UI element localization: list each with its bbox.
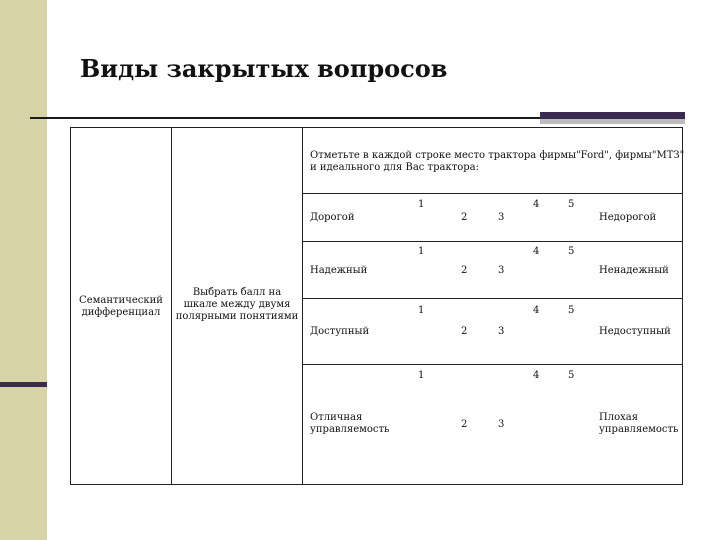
row-divider — [302, 364, 682, 365]
row-left-label: Дорогой — [310, 212, 355, 223]
scale-number-4: 4 — [533, 246, 540, 257]
row-right-label: Ненадежный — [599, 265, 669, 276]
instruction-text: Отметьте в каждой строке место трактора фирмы"Ford", фирмы"МТЗ" и идеального для Вас трактора: — [310, 150, 685, 173]
scale-number-2: 2 — [461, 326, 468, 337]
scale-number-1: 1 — [418, 370, 425, 381]
scale-number-3: 3 — [498, 419, 505, 430]
row-divider — [302, 241, 682, 242]
title-underline-accent-dark — [540, 112, 685, 119]
scale-number-5: 5 — [568, 305, 575, 316]
scale-number-1: 1 — [418, 199, 425, 210]
slide-title: Виды закрытых вопросов — [80, 54, 448, 83]
scale-number-4: 4 — [533, 199, 540, 210]
scale-number-4: 4 — [533, 305, 540, 316]
row-divider — [302, 298, 682, 299]
row-right-label: Недоступный — [599, 326, 671, 337]
question-type-label: Семантический дифференциал — [79, 295, 163, 318]
scale-number-5: 5 — [568, 199, 575, 210]
closed-questions-table — [70, 127, 683, 485]
scale-number-4: 4 — [533, 370, 540, 381]
row-left-label: Отличная управляемость — [310, 412, 390, 435]
scale-number-5: 5 — [568, 370, 575, 381]
scale-number-2: 2 — [461, 212, 468, 223]
scale-number-1: 1 — [418, 246, 425, 257]
row-left-label: Доступный — [310, 326, 370, 337]
scale-number-3: 3 — [498, 212, 505, 223]
row-right-label: Плохая управляемость — [599, 412, 679, 435]
scale-number-5: 5 — [568, 246, 575, 257]
title-underline-accent-grey — [540, 119, 685, 124]
scale-number-2: 2 — [461, 265, 468, 276]
scale-number-1: 1 — [418, 305, 425, 316]
column-divider — [302, 128, 303, 484]
question-type-description: Выбрать балл на шкале между двумя полярными понятиями — [175, 287, 299, 322]
scale-number-3: 3 — [498, 326, 505, 337]
side-decoration-bar — [0, 0, 47, 540]
row-left-label: Надежный — [310, 265, 368, 276]
scale-number-2: 2 — [461, 419, 468, 430]
scale-number-3: 3 — [498, 265, 505, 276]
row-divider — [302, 193, 682, 194]
row-right-label: Недорогой — [599, 212, 657, 223]
title-underline — [30, 117, 540, 119]
side-decoration-accent — [0, 382, 47, 387]
